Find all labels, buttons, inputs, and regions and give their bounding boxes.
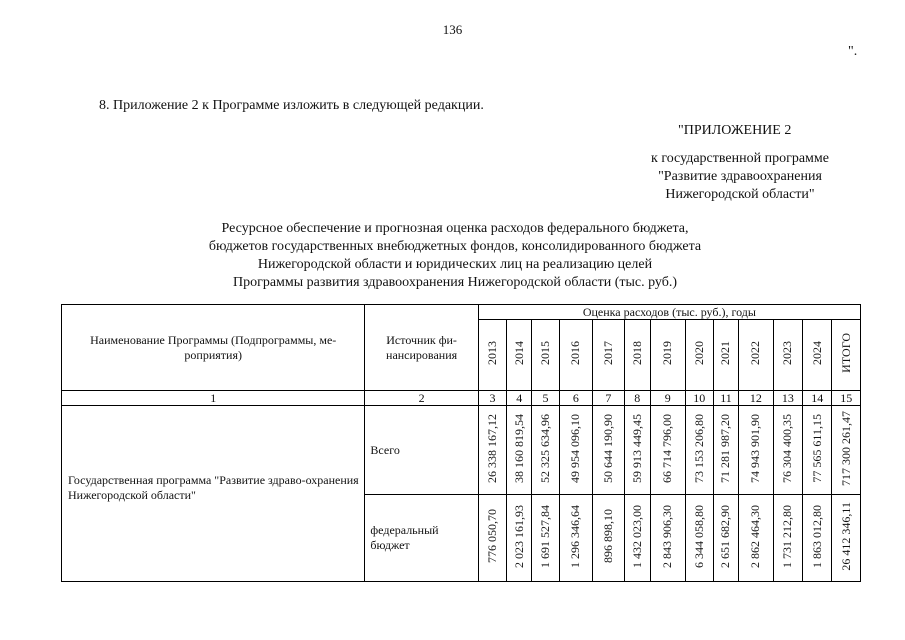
funding-source-cell: федеральный бюджет (365, 495, 478, 582)
year-label: 2021 (718, 341, 733, 365)
years-header: Оценка расходов (тыс. руб.), годы (478, 305, 860, 320)
value-cell (507, 406, 532, 495)
budget-table (61, 304, 861, 582)
year-label: 2013 (484, 341, 499, 365)
column-number-cell: 14 (803, 391, 832, 406)
year-header-cell (739, 320, 774, 391)
value-cell (593, 406, 624, 495)
program-name-header: Наименование Программы (Подпрограммы, ме-роприятия) (62, 305, 365, 391)
value-cell (685, 495, 713, 582)
header-row-years-caption (62, 305, 861, 320)
closing-quote: ". (848, 44, 858, 59)
value-cell (478, 406, 506, 495)
year-header-cell (832, 320, 861, 391)
column-number-cell: 2 (365, 391, 478, 406)
value-text: 71 281 987,20 (718, 413, 733, 483)
appendix-reference (620, 150, 860, 204)
year-label: 2022 (748, 341, 763, 365)
value-cell (832, 406, 861, 495)
year-header-cell (532, 320, 559, 391)
column-number-cell: 9 (650, 391, 685, 406)
year-label: 2018 (629, 341, 644, 365)
value-text: 1 691 527,84 (537, 504, 552, 568)
column-number-cell: 15 (832, 391, 861, 406)
year-label: 2019 (660, 341, 675, 365)
year-label: ИТОГО (838, 333, 853, 373)
year-header-cell (713, 320, 738, 391)
title-line: Программы развития здравоохранения Нижегородской области (тыс. руб.) (232, 275, 678, 290)
value-cell (507, 495, 532, 582)
column-number-cell: 7 (593, 391, 624, 406)
value-text: 76 304 400,35 (780, 413, 795, 483)
value-cell (559, 406, 593, 495)
year-header-cell (593, 320, 624, 391)
column-number-cell: 13 (773, 391, 802, 406)
column-number-cell: 3 (478, 391, 506, 406)
year-label: 2016 (568, 341, 583, 365)
value-cell (739, 495, 774, 582)
year-label: 2024 (809, 341, 824, 365)
value-text: 2 862 464,30 (748, 504, 763, 568)
value-cell (773, 495, 802, 582)
year-header-cell (624, 320, 650, 391)
column-number-cell: 6 (559, 391, 593, 406)
value-cell (832, 495, 861, 582)
value-cell (624, 495, 650, 582)
year-label: 2017 (600, 341, 615, 365)
appendix-title: "ПРИЛОЖЕНИЕ 2 (678, 123, 792, 138)
value-cell (532, 406, 559, 495)
value-cell (773, 406, 802, 495)
column-number-cell: 5 (532, 391, 559, 406)
year-header-cell (685, 320, 713, 391)
year-header-cell (478, 320, 506, 391)
column-numbers-row (62, 391, 861, 406)
value-text: 49 954 096,10 (568, 413, 583, 483)
title-line: бюджетов государственных внебюджетных фондов, консолидированного бюджета (208, 239, 702, 254)
column-number-cell: 11 (713, 391, 738, 406)
value-text: 2 843 906,30 (660, 504, 675, 568)
appendix-ref-line: к государственной программе (651, 151, 829, 166)
value-cell (559, 495, 593, 582)
page-number: 136 (442, 22, 463, 37)
year-label: 2015 (537, 341, 552, 365)
value-cell (713, 495, 738, 582)
year-label: 2020 (691, 341, 706, 365)
value-cell (713, 406, 738, 495)
program-name-cell: Государственная программа "Развитие здраво-охранения Нижегородской области" (62, 406, 365, 582)
title-line: Ресурсное обеспечение и прогнозная оценка расходов федерального бюджета, (221, 221, 689, 236)
column-number-cell: 1 (62, 391, 365, 406)
year-header-cell (559, 320, 593, 391)
column-number-cell: 12 (739, 391, 774, 406)
value-cell (685, 406, 713, 495)
value-text: 896 898,10 (600, 509, 615, 563)
value-cell (803, 495, 832, 582)
value-text: 26 412 346,11 (838, 501, 853, 571)
column-number-cell: 4 (507, 391, 532, 406)
funding-source-cell: Всего (365, 406, 478, 495)
value-text: 73 153 206,80 (691, 413, 706, 483)
year-header-cell (650, 320, 685, 391)
value-text: 50 644 190,90 (600, 413, 615, 483)
value-text: 776 050,70 (484, 509, 499, 563)
value-text: 1 731 212,80 (780, 504, 795, 568)
value-text: 59 913 449,45 (629, 413, 644, 483)
value-text: 2 651 682,90 (718, 504, 733, 568)
value-cell (803, 406, 832, 495)
value-cell (593, 495, 624, 582)
column-number-cell: 8 (624, 391, 650, 406)
appendix-ref-line: "Развитие здравоохранения (658, 169, 822, 184)
intro-paragraph: 8. Приложение 2 к Программе изложить в следующей редакции. (99, 98, 484, 113)
value-text: 26 338 167,12 (484, 413, 499, 483)
document-title (150, 220, 760, 292)
year-header-cell (803, 320, 832, 391)
appendix-ref-line: Нижегородской области" (665, 187, 815, 202)
value-cell (532, 495, 559, 582)
year-header-cell (773, 320, 802, 391)
year-header-cell (507, 320, 532, 391)
funding-source-header: Источник фи-нансирования (365, 305, 478, 391)
value-text: 38 160 819,54 (511, 413, 526, 483)
value-text: 717 300 261,47 (838, 410, 853, 486)
value-text: 1 432 023,00 (629, 504, 644, 568)
value-text: 66 714 796,00 (660, 413, 675, 483)
value-text: 6 344 058,80 (691, 504, 706, 568)
value-cell (624, 406, 650, 495)
value-text: 1 296 346,64 (568, 504, 583, 568)
title-line: Нижегородской области и юридических лиц на реализацию целей (257, 257, 653, 272)
value-cell (478, 495, 506, 582)
value-cell (739, 406, 774, 495)
year-label: 2023 (780, 341, 795, 365)
value-text: 74 943 901,90 (748, 413, 763, 483)
value-cell (650, 495, 685, 582)
value-text: 2 023 161,93 (511, 504, 526, 568)
table-row (62, 406, 861, 495)
year-label: 2014 (511, 341, 526, 365)
value-cell (650, 406, 685, 495)
value-text: 1 863 012,80 (809, 504, 824, 568)
column-number-cell: 10 (685, 391, 713, 406)
value-text: 52 325 634,96 (537, 413, 552, 483)
value-text: 77 565 611,15 (809, 413, 824, 483)
